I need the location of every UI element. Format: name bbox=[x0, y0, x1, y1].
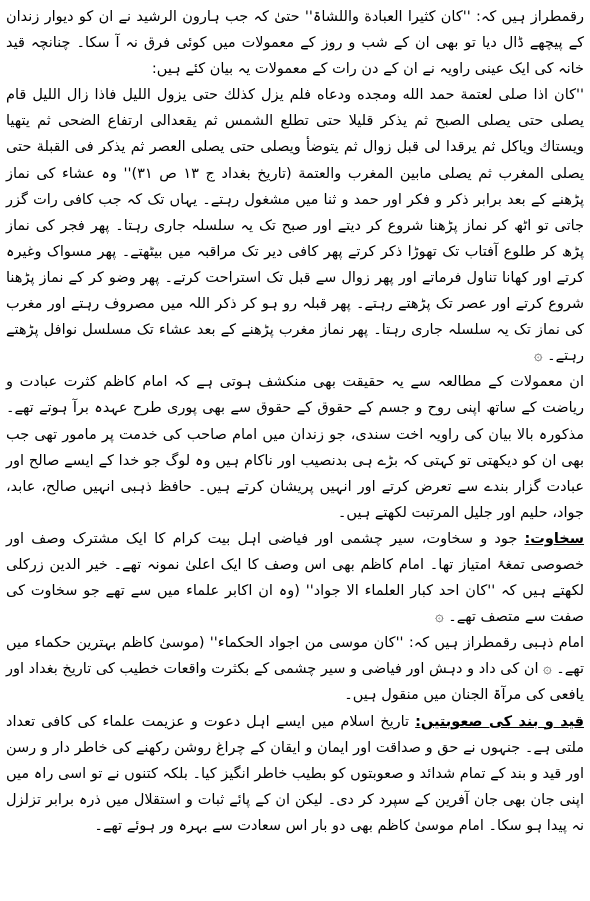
text-line: ساتھ اپنی روح و جسم کے حقوق کے حقوق سے بھی پوری طرح عہدہ برآ ہوتے تھے۔ مذکورہ بالا بیان کی راویہ اخت سندی، جو bbox=[6, 400, 585, 443]
text-line: پڑھنے کے بعد عشاء تک مسلسل نوافل پڑھتے رہتے۔ ۞ bbox=[6, 322, 584, 365]
text-line: تھے۔ ۞ ان کی داد و دہش اور فیاضی و سیر چشمی کے بکثرت واقعات خطیب کی تاریخ بغداد اور یافعی کی مرآۃ الجنان میں bbox=[6, 661, 584, 704]
text-line: جود و سخاوت، سیر چشمی اور فیاضی اہل بیت کرام کا ایک مشترک وصف اور خصوصی تمغۂ امتیاز تھا۔ bbox=[6, 530, 585, 573]
text-line: دن رات کے معمولات یہ بیان کئے ہیں: bbox=[151, 61, 379, 78]
text-line: رقمطراز ہیں کہ: ''كان كثيرا العبادة واللشاۃ'' حتیٰ کہ جب ہارون الرشید نے ان کو دیوار زندان کے پیچھے bbox=[6, 9, 584, 52]
text-line: بطیب خاطر انگیز کیا۔ بلکہ کتنوں نے تو اسی راہ میں اپنی جان بھی جان آفرین کے سپرد کر دی۔ لیکن ان کے پائے bbox=[6, 765, 584, 808]
paragraph-generosity bbox=[6, 526, 584, 630]
text-line: نے حق و صداقت اور ایمان و ایقان کے چراغ روشن رکھنے کی خاطر دار و رسن اور قید و بند کے تمام شدائد و صعوبتوں کو bbox=[6, 739, 585, 782]
paragraph-routine bbox=[6, 369, 584, 526]
paragraph-imprisonment bbox=[6, 709, 584, 839]
section-heading-imprisonment: قید و بند کی صعوبتیں: bbox=[415, 713, 584, 730]
text-line: زندان میں امام صاحب کی خدمت پر مامور تھی جب بھی ان کو دیکھتی تو کہتی کہ بڑے ہی بدنصیب اور ناکام ہیں وہ bbox=[6, 426, 584, 469]
text-line: ڈال دیا تو بھی ان کے شب و روز کے معمولات میں کوئی فرق نہ آ سکا۔ چنانچہ قید خانہ کی ایک عینی راویہ نے ان کے bbox=[6, 35, 584, 78]
text-line: يقعدالى ارتفاع الضحى ثم يتهيا ويستاك وياكل ثم يرقدا لى قبل زوال ثم يتوضأ bbox=[6, 113, 585, 156]
text-line: امام ذہبی رقمطراز ہیں کہ: ''كان موسى من اجواد الحكماء'' (موسیٰ کاظم بہترین حکماء میں bbox=[6, 635, 584, 652]
text-line: پڑھتے رہتے۔ پھر قبلہ رو ہو کر ذکر اللہ میں مصروف رہتے اور مغرب کی نماز تک یہ سلسلہ جاری رہتا۔ پھر نماز مغرب bbox=[6, 296, 585, 339]
text-line: لوگ جو خدا کے ایسے صالح اور عبادت گزار بندے سے تعرض کرتے اور انہیں پریشان کرتے ہیں۔ حافظ ذہبی انہیں bbox=[6, 452, 585, 495]
text-line: صالح، عابد، جواد، حلیم اور جلیل المرتبت لکھتے ہیں۔ bbox=[6, 478, 584, 521]
text-line: ثبات و استقلال میں ذرہ برابر تزلزل نہ پیدا ہو سکا۔ امام موسیٰ کاظم بھی دو بار اس سعادت سے بہرہ ور ہوئے تھے۔ bbox=[6, 791, 584, 834]
paragraph-dhahabi bbox=[6, 630, 584, 708]
text-line: امام کاظم بھی اس وصف کا ایک اعلیٰ نمونہ تھے۔ خیر الدین زرکلی لکھتے ہیں کہ ''كان احد كبار العلماء الا جواد'' bbox=[6, 556, 585, 600]
text-line: ''كان اذا صلى لعتمة حمد الله ومجده ودعاه فلم يزل كذلك حتى يزول الليل bbox=[122, 87, 585, 104]
document-body bbox=[6, 4, 584, 839]
text-line: فجر کی نماز پڑھ کر طلوع آفتاب تک تھوڑا ذکر کرتے پھر کافی دیر تک مراقبہ میں بیٹھتے۔ پھر مسواک وغیرہ کرتے اور کھانا bbox=[6, 217, 584, 286]
paragraph-intro bbox=[6, 4, 584, 82]
paragraph-arabic-quote bbox=[6, 82, 584, 369]
text-line: رہتے۔ یہاں تک کہ جب کافی رات گزر جاتی تو اٹھ کر نماز پڑھنا شروع کر دیتے اور صبح تک یہ سلسلہ جاری رہتا۔ پھر bbox=[6, 191, 585, 234]
section-heading-generosity: سخاوت: bbox=[524, 530, 585, 547]
text-line: تاریخ اسلام میں ایسے اہل دعوت و عزیمت علماء کی کافی تعداد ملتی ہے۔ جنہوں bbox=[6, 713, 585, 756]
text-line: منقول ہیں۔ bbox=[344, 687, 419, 704]
text-line: تناول فرماتے اور پھر زوال سے قبل تک استراحت کرتے۔ پھر وضو کر کے نماز پڑھنا شروع کرتے اور عصر تک bbox=[6, 269, 584, 313]
text-line: ويصلى حتى يصلى العصر ثم يذكر فى القبلة حتى يصلى المغرب ثم يصلى مابين bbox=[6, 139, 585, 182]
text-line: (وہ ان اکابر علماء میں سے تھے جو سخاوت کی صفت سے متصف تھے۔ ۞ bbox=[6, 583, 584, 626]
text-line: المغرب والعتمة (تاریخ بغداد ج ۱۳ ص ۳۱)'' وہ عشاء کی نماز پڑھنے کے بعد برابر ذکر و فکر اور حمد و ثنا میں مشغول bbox=[6, 165, 584, 208]
text-line: ان معمولات کے مطالعہ سے یہ حقیقت بھی منکشف ہوتی ہے کہ امام کاظم کثرت عبادت و ریاضت کے bbox=[6, 374, 585, 417]
text-line: فاذا زال الليل قام يصلى حتى يصلى الصبح ثم يذكر قليلا حتى تطلع الشمس ثم bbox=[6, 87, 584, 130]
